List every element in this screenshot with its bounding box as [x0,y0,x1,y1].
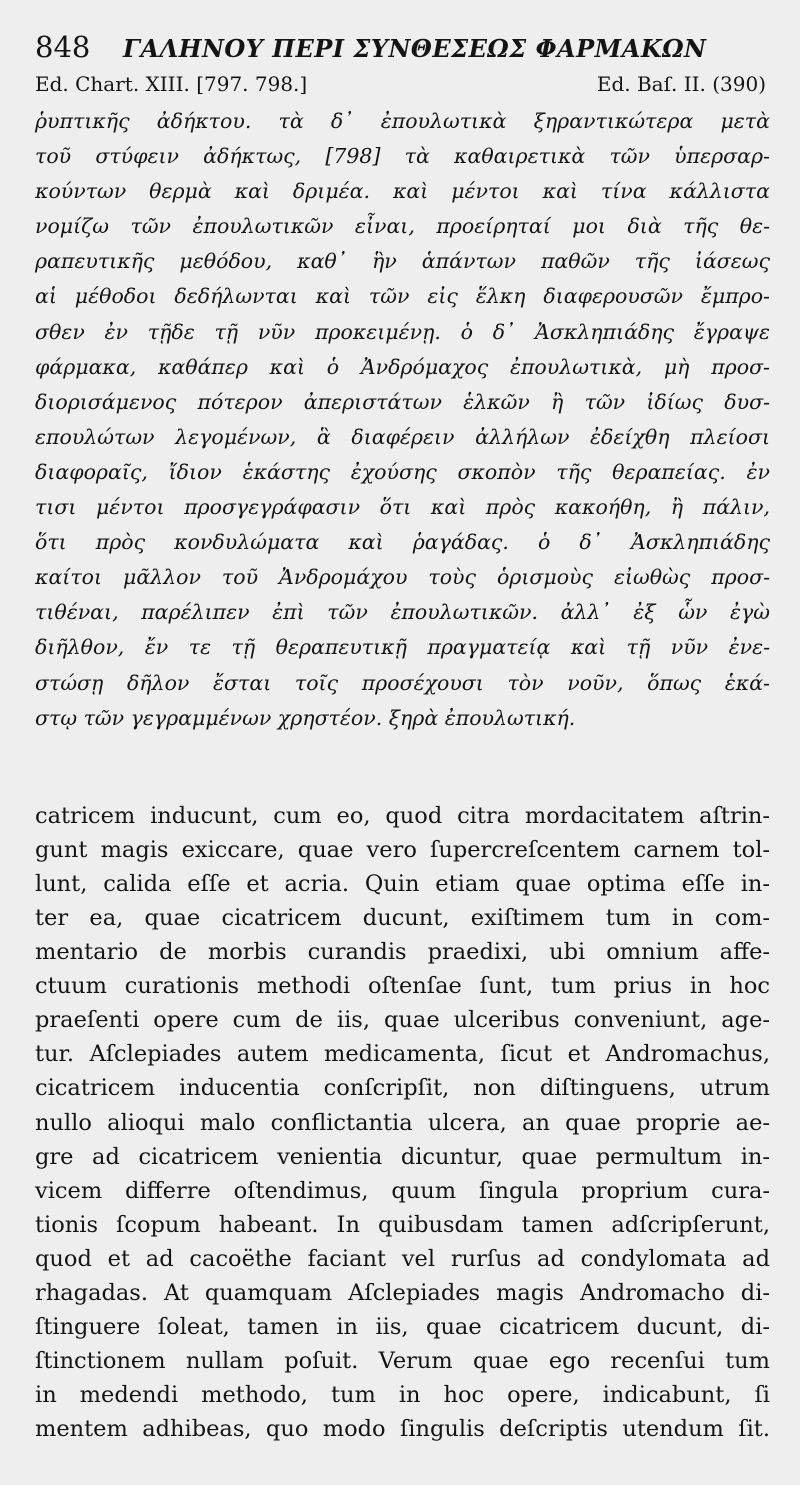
latin-text-line: ſtinguere ſoleat, tamen in iis, quae cicatricem ducunt, di- [35,1314,770,1341]
running-title: ΓΑΛΗΝΟΥ ΠΕΡΙ ΣΥΝΘΕΣΕΩΣ ΦΑΡΜΑΚΩΝ [123,34,707,63]
greek-text-line: στῳ τῶν γεγραμμένων χρηστέον. ξηρὰ ἐπουλωτική. [35,705,576,730]
edition-reference-line [35,72,766,102]
latin-text-line: gre ad cicatricem venientia dicuntur, quae permultum in- [35,1143,770,1170]
latin-text-block [35,799,770,1447]
greek-text-line: κούντων θερμὰ καὶ δριμέα. καὶ μέντοι καὶ τίνα κάλλιστα [35,179,770,204]
latin-text-line: ſtinctionem nullam poſuit. Verum quae ego recenſui tum [35,1348,770,1375]
latin-text-line: gunt magis exiccare, quae vero ſupercreſcentem carnem tol- [35,836,770,863]
latin-text-line: lunt, calida eſſe et acria. Quin etiam quae optima eſſe in- [35,870,770,897]
greek-text-block [35,104,770,736]
latin-text-line: rhagadas. At quamquam Aſclepiades magis Andromacho di- [35,1280,770,1306]
latin-text-line: mentario de morbis curandis praedixi, ubi omnium affe- [35,939,770,966]
latin-text-line: praeſenti opere cum de iis, quae ulceribus conveniunt, age- [35,1007,770,1034]
latin-text-line: tionis ſcopum habeant. In quibusdam tamen adſcripſerunt, [35,1211,770,1238]
greek-text-line: αἱ μέθοδοι δεδήλωνται καὶ τῶν εἰς ἕλκη διαφερουσῶν ἔμπρο- [35,284,770,309]
greek-text-line: τοῦ στύφειν ἀδήκτως, [798] τὰ καθαιρετικὰ τῶν ὑπερσαρ- [35,144,770,169]
greek-text-line: φάρμακα, καθάπερ καὶ ὁ Ἀνδρόμαχος ἐπουλωτικὰ, μὴ προσ- [35,354,770,379]
latin-text-line: in medendi methodo, tum in hoc opere, indicabunt, ſi [35,1382,770,1409]
greek-text-line: ὅτι πρὸς κονδυλώματα καὶ ῥαγάδας. ὁ δ᾽ Ἀσκληπιάδης [35,530,770,555]
greek-text-line: ῥυπτικῆς ἀδήκτου. τὰ δ᾽ ἐπουλωτικὰ ξηραντικώτερα μετὰ [35,109,770,133]
latin-text-line: vicem differre oſtendimus, quum ſingula proprium cura- [35,1177,770,1204]
greek-text-line: στώσῃ δῆλον ἔσται τοῖς προσέχουσι τὸν νοῦν, ὅπως ἑκά- [35,670,770,695]
latin-text-line: ctuum curationis methodi oſtenſae ſunt, tum prius in hoc [35,973,770,1000]
page-number: 848 [35,30,91,64]
greek-text-line: επουλώτων λεγομένων, ἃ διαφέρειν ἀλλήλων ἐδείχθη πλείοσι [35,424,770,449]
edition-chartier-reference: Ed. Chart. XIII. [797. 798.] [35,72,308,96]
greek-text-line: ραπευτικῆς μεθόδου, καθ᾽ ἣν ἁπάντων παθῶν τῆς ἰάσεως [35,249,770,274]
greek-text-line: σθεν ἐν τῇδε τῇ νῦν προκειμένῃ. ὁ δ᾽ Ἀσκληπιάδης ἔγραψε [35,319,770,344]
latin-text-line: nullo alioqui malo conflictantia ulcera, an quae proprie ae- [35,1109,770,1136]
latin-text-line: tur. Aſclepiades autem medicamenta, ſicut et Andromachus, [35,1041,770,1068]
greek-text-line: διῆλθον, ἔν τε τῇ θεραπευτικῇ πραγματείᾳ καὶ τῇ νῦν ἐνε- [35,635,770,660]
latin-text-line: mentem adhibeas, quo modo ſingulis deſcriptis utendum ſit. [35,1416,770,1443]
page-header [35,30,770,68]
greek-text-line: τιθέναι, παρέλιπεν ἐπὶ τῶν ἐπουλωτικῶν. ἀλλ᾽ ἐξ ὧν ἐγὼ [35,600,770,625]
greek-text-line: τισι μέντοι προσγεγράφασιν ὅτι καὶ πρὸς κακοήθη, ἢ πάλιν, [35,495,770,520]
edition-basel-reference: Ed. Baſ. II. (390) [596,72,766,96]
greek-text-line: διορισάμενος πότερον ἀπεριστάτων ἑλκῶν ἢ τῶν ἰδίως δυσ- [35,389,770,414]
greek-text-line: καίτοι μᾶλλον τοῦ Ἀνδρομάχου τοὺς ὁρισμοὺς εἰωθὼς προσ- [35,565,770,590]
latin-text-line: cicatricem inducentia conſcripſit, non diſtinguens, utrum [35,1075,770,1102]
greek-text-line: νομίζω τῶν ἐπουλωτικῶν εἶναι, προείρηταί μοι διὰ τῆς θε- [35,214,770,239]
latin-text-line: catricem inducunt, cum eo, quod citra mordacitatem aſtrin- [35,802,770,829]
greek-text-line: διαφοραῖς, ἴδιον ἑκάστης ἐχούσης σκοπὸν τῆς θεραπείας. ἐν [35,459,770,484]
latin-text-line: quod et ad cacoëthe faciant vel rurſus ad condylomata ad [35,1245,770,1272]
latin-text-line: ter ea, quae cicatricem ducunt, exiſtimem tum in com- [35,904,770,931]
